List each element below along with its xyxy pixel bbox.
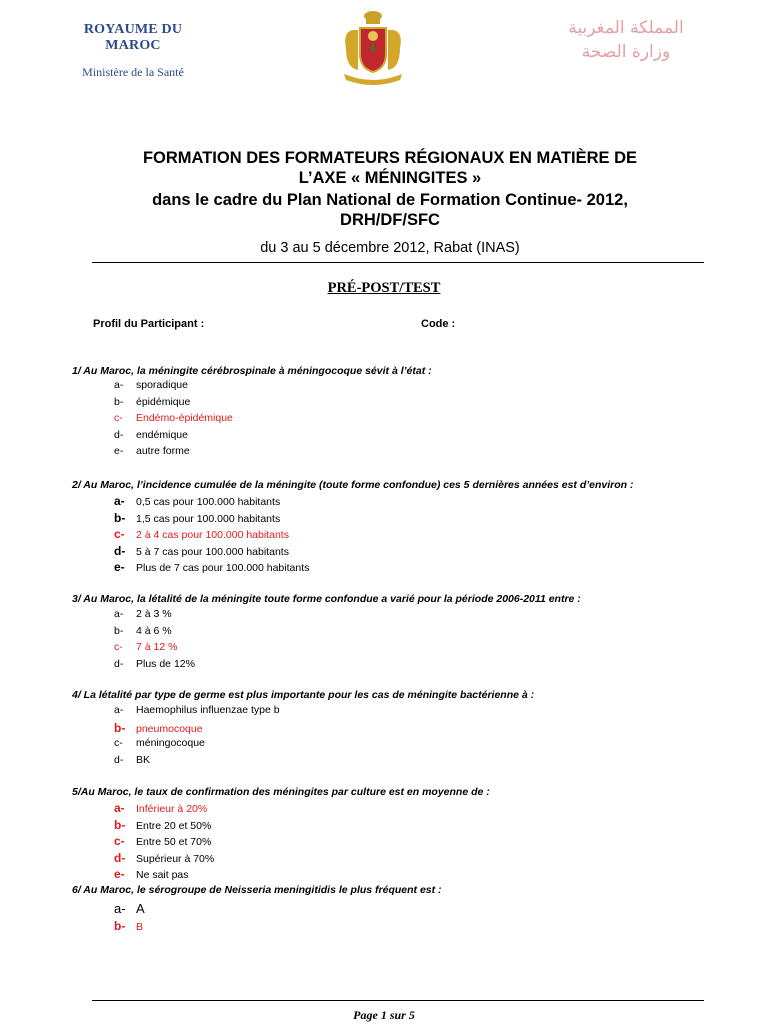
top-divider xyxy=(92,262,704,263)
option[interactable] xyxy=(114,379,233,396)
option-letter: a- xyxy=(114,379,124,391)
option[interactable] xyxy=(114,867,214,884)
option-letter: d- xyxy=(114,657,124,670)
option-text: sporadique xyxy=(136,379,188,391)
option[interactable] xyxy=(114,494,309,511)
option[interactable] xyxy=(114,834,214,851)
option-text: Supérieur à 70% xyxy=(136,852,215,865)
option-text: autre forme xyxy=(136,445,190,458)
option-correct[interactable] xyxy=(114,919,145,937)
option-letter: b- xyxy=(114,720,126,735)
option-text: B xyxy=(136,921,144,933)
option-letter: d- xyxy=(114,428,124,441)
option[interactable] xyxy=(114,851,214,868)
option[interactable] xyxy=(114,754,280,771)
page-number: Page 1 sur 5 xyxy=(353,1008,415,1022)
option[interactable] xyxy=(114,901,145,919)
question-2: 2/ Au Maroc, l’incidence cumulée de la méningite (toute forme confondue) ces 5 dernières années est d’environ : xyxy=(72,479,634,491)
option[interactable] xyxy=(114,511,309,528)
option-text: BK xyxy=(136,753,151,766)
option[interactable] xyxy=(114,704,280,721)
question-3-options xyxy=(114,608,195,674)
option-text: endémique xyxy=(136,428,188,441)
question-4-options xyxy=(114,704,280,770)
title-line-1: FORMATION DES FORMATEURS RÉGIONAUX EN MATIÈRE DE xyxy=(142,149,638,167)
option-correct[interactable] xyxy=(114,801,214,818)
option-text: épidémique xyxy=(136,395,191,408)
option-letter: c- xyxy=(114,641,123,654)
option-letter: a- xyxy=(114,704,124,716)
option-text: 4 à 6 % xyxy=(136,624,172,637)
option[interactable] xyxy=(114,560,309,577)
option-letter: c- xyxy=(114,834,125,849)
option-text: 1,5 cas pour 100.000 habitants xyxy=(136,512,281,525)
option-text: A xyxy=(136,901,145,916)
ministry-name-fr: Ministère de la Santé xyxy=(82,65,184,79)
option[interactable] xyxy=(114,608,195,625)
option-correct[interactable] xyxy=(114,527,309,544)
option-letter: a- xyxy=(114,608,124,620)
option-correct[interactable] xyxy=(114,641,195,658)
option-letter: b- xyxy=(114,624,124,637)
header-left xyxy=(58,22,208,80)
option-letter: d- xyxy=(114,543,126,558)
title-line-3: dans le cadre du Plan National de Formation Continue- 2012, xyxy=(152,191,628,209)
question-1: 1/ Au Maroc, la méningite cérébrospinale à méningocoque sévit à l’état : xyxy=(72,365,432,377)
option[interactable] xyxy=(114,396,233,413)
option-letter: b- xyxy=(114,817,126,832)
option-text: 5 à 7 cas pour 100.000 habitants xyxy=(136,545,289,558)
option-letter: a- xyxy=(114,801,125,815)
option-letter: b- xyxy=(114,919,126,933)
kingdom-name-ar: المملكة المغربية xyxy=(568,18,684,38)
question-6-options xyxy=(114,901,145,937)
question-5-options xyxy=(114,801,214,884)
option-text: Entre 20 et 50% xyxy=(136,819,212,832)
ministry-name-ar: وزارة الصحة xyxy=(581,42,671,62)
option-letter: d- xyxy=(114,850,126,865)
option-letter: e- xyxy=(114,867,125,882)
title-line-4: DRH/DF/SFC xyxy=(340,211,440,229)
option[interactable] xyxy=(114,429,233,446)
option-letter: a- xyxy=(114,901,126,916)
option-text: 7 à 12 % xyxy=(136,641,178,654)
option-correct[interactable] xyxy=(114,721,280,738)
option[interactable] xyxy=(114,818,214,835)
option[interactable] xyxy=(114,658,195,675)
moroccan-coat-of-arms-icon xyxy=(338,8,408,88)
option-letter: a- xyxy=(114,494,125,508)
option-letter: b- xyxy=(114,510,126,525)
option-letter: c- xyxy=(114,412,123,425)
option-text: Plus de 7 cas pour 100.000 habitants xyxy=(136,562,310,575)
question-3: 3/ Au Maroc, la létalité de la méningite toute forme confondue a varié pour la période 2006-2011 entre : xyxy=(72,593,581,605)
title-block-1 xyxy=(60,148,720,188)
header-right xyxy=(546,18,706,62)
participant-profile-label: Profil du Participant : xyxy=(93,318,205,330)
option-letter: d- xyxy=(114,753,124,766)
kingdom-name-fr: ROYAUME DU MAROC xyxy=(83,22,183,53)
option-letter: e- xyxy=(114,445,124,458)
option-text: méningocoque xyxy=(136,737,205,750)
option[interactable] xyxy=(114,625,195,642)
option-text: Ne sait pas xyxy=(136,869,189,882)
question-4: 4/ La létalité par type de germe est plus importante pour les cas de méningite bactérienne à : xyxy=(72,689,535,701)
training-dates: du 3 au 5 décembre 2012, Rabat (INAS) xyxy=(260,240,520,256)
participant-code-label: Code : xyxy=(421,318,456,330)
test-subtitle: PRÉ-POST/TEST xyxy=(327,280,441,296)
option-letter: c- xyxy=(114,527,125,542)
option-text: Plus de 12% xyxy=(136,657,195,670)
option-text: Entre 50 et 70% xyxy=(136,836,212,849)
question-6: 6/ Au Maroc, le sérogroupe de Neisseria meningitidis le plus fréquent est : xyxy=(72,884,442,896)
option-text: 2 à 4 cas pour 100.000 habitants xyxy=(136,529,289,542)
title-line-2: L’AXE « MÉNINGITES » xyxy=(298,169,482,187)
option-text: 2 à 3 % xyxy=(136,608,172,620)
option-text: Inférieur à 20% xyxy=(136,803,208,815)
option[interactable] xyxy=(114,445,233,462)
option-letter: c- xyxy=(114,737,123,750)
footer-divider xyxy=(92,1000,704,1001)
question-1-options xyxy=(114,379,233,462)
option-letter: e- xyxy=(114,560,125,575)
option-text: pneumocoque xyxy=(136,722,203,735)
option-text: Endémo-épidémique xyxy=(136,412,233,425)
option[interactable] xyxy=(114,737,280,754)
option[interactable] xyxy=(114,544,309,561)
question-5: 5/Au Maroc, le taux de confirmation des méningites par culture est en moyenne de : xyxy=(72,786,490,798)
question-2-options xyxy=(114,494,309,577)
option-text: Haemophilus influenzae type b xyxy=(136,704,280,716)
option-text: 0,5 cas pour 100.000 habitants xyxy=(136,496,281,508)
option-letter: b- xyxy=(114,395,124,408)
option-correct[interactable] xyxy=(114,412,233,429)
title-block-2 xyxy=(60,190,720,230)
